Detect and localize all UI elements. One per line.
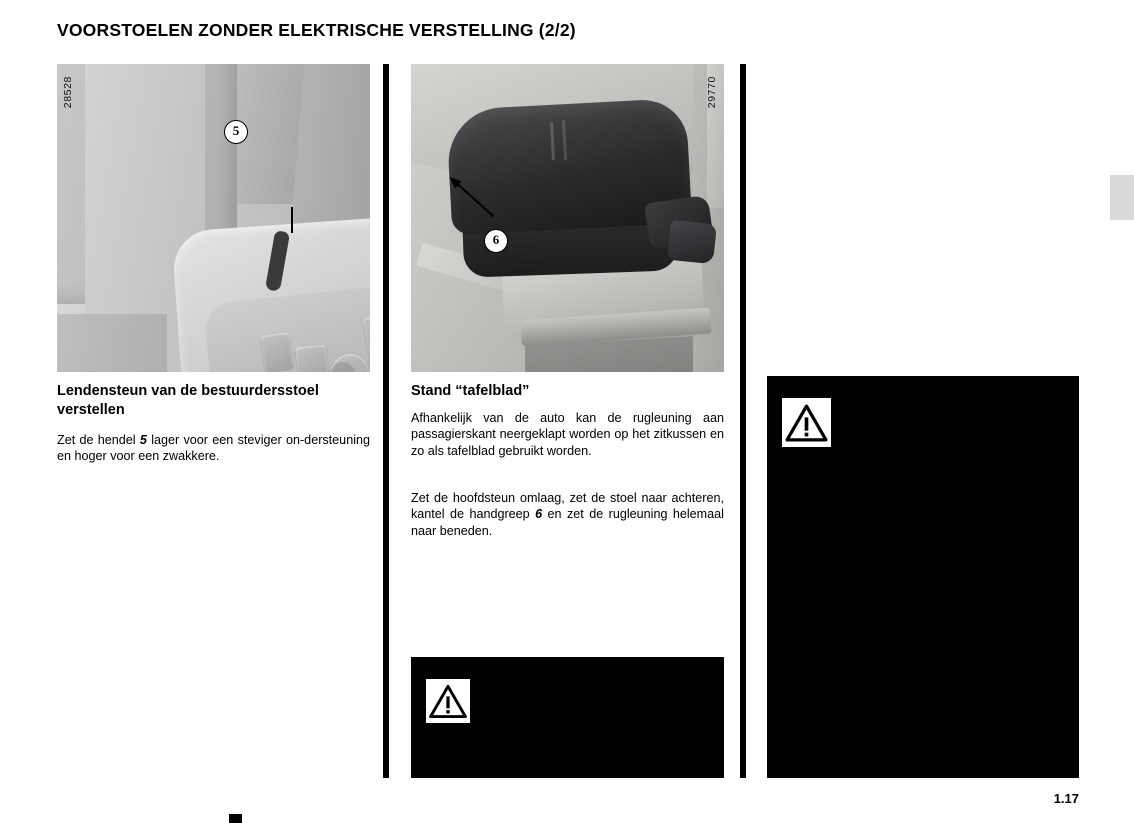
paragraph-table-ref: 6 <box>535 507 543 522</box>
paragraph-table-before: Zet de hoofdsteun omlaag, zet de stoel naar achteren, kantel de handgreep <box>411 491 724 522</box>
section-edge-tab <box>1110 175 1134 220</box>
photo-adjust-button-b <box>295 345 328 372</box>
warning-triangle-icon <box>780 396 833 449</box>
paragraph-lumbar-ref: 5 <box>139 433 147 447</box>
figure-code-1: 28528 <box>62 76 74 109</box>
figure-lumbar-support <box>57 64 370 372</box>
paragraph-lumbar-after: lager voor een steviger on-dersteuning en hoger voor een zwakkere. <box>57 433 371 464</box>
warning-box-right <box>767 376 1079 778</box>
bottom-crop-marker <box>229 814 242 823</box>
column-separator-1 <box>383 64 389 778</box>
paragraph-table-after: en zet de rugleuning helemaal naar beneden. <box>411 507 724 538</box>
section-heading-table-position: Stand “tafelblad” <box>411 383 530 399</box>
photo-callout-leader-line <box>291 207 293 233</box>
column-separator-2 <box>740 64 746 778</box>
figure-table-position <box>411 64 724 372</box>
paragraph-lumbar <box>57 432 370 465</box>
photo-handle-detail <box>667 220 717 265</box>
photo-floor <box>57 314 167 372</box>
warning-box-middle <box>411 657 724 778</box>
page-title: VOORSTOELEN ZONDER ELEKTRISCHE VERSTELLING (2/2) <box>57 20 576 40</box>
paragraph-table-position-1: Afhankelijk van de auto kan de rugleuning aan passagierskant neergeklapt worden op het zitkussen en zo als tafelblad gebruikt worden. <box>411 411 724 458</box>
callout-marker-5: 5 <box>224 120 248 144</box>
warning-triangle-icon <box>424 677 472 725</box>
section-heading-lumbar: Lendensteun van de bestuurdersstoel verstellen <box>57 383 319 418</box>
callout-marker-6: 6 <box>484 229 508 253</box>
photo-adjust-button-a <box>261 332 294 372</box>
paragraph-lumbar-before: Zet de hendel <box>57 433 140 447</box>
figure-code-2: 29770 <box>706 76 718 109</box>
page-number: 1.17 <box>1053 791 1079 806</box>
paragraph-table-position-2 <box>411 490 724 539</box>
